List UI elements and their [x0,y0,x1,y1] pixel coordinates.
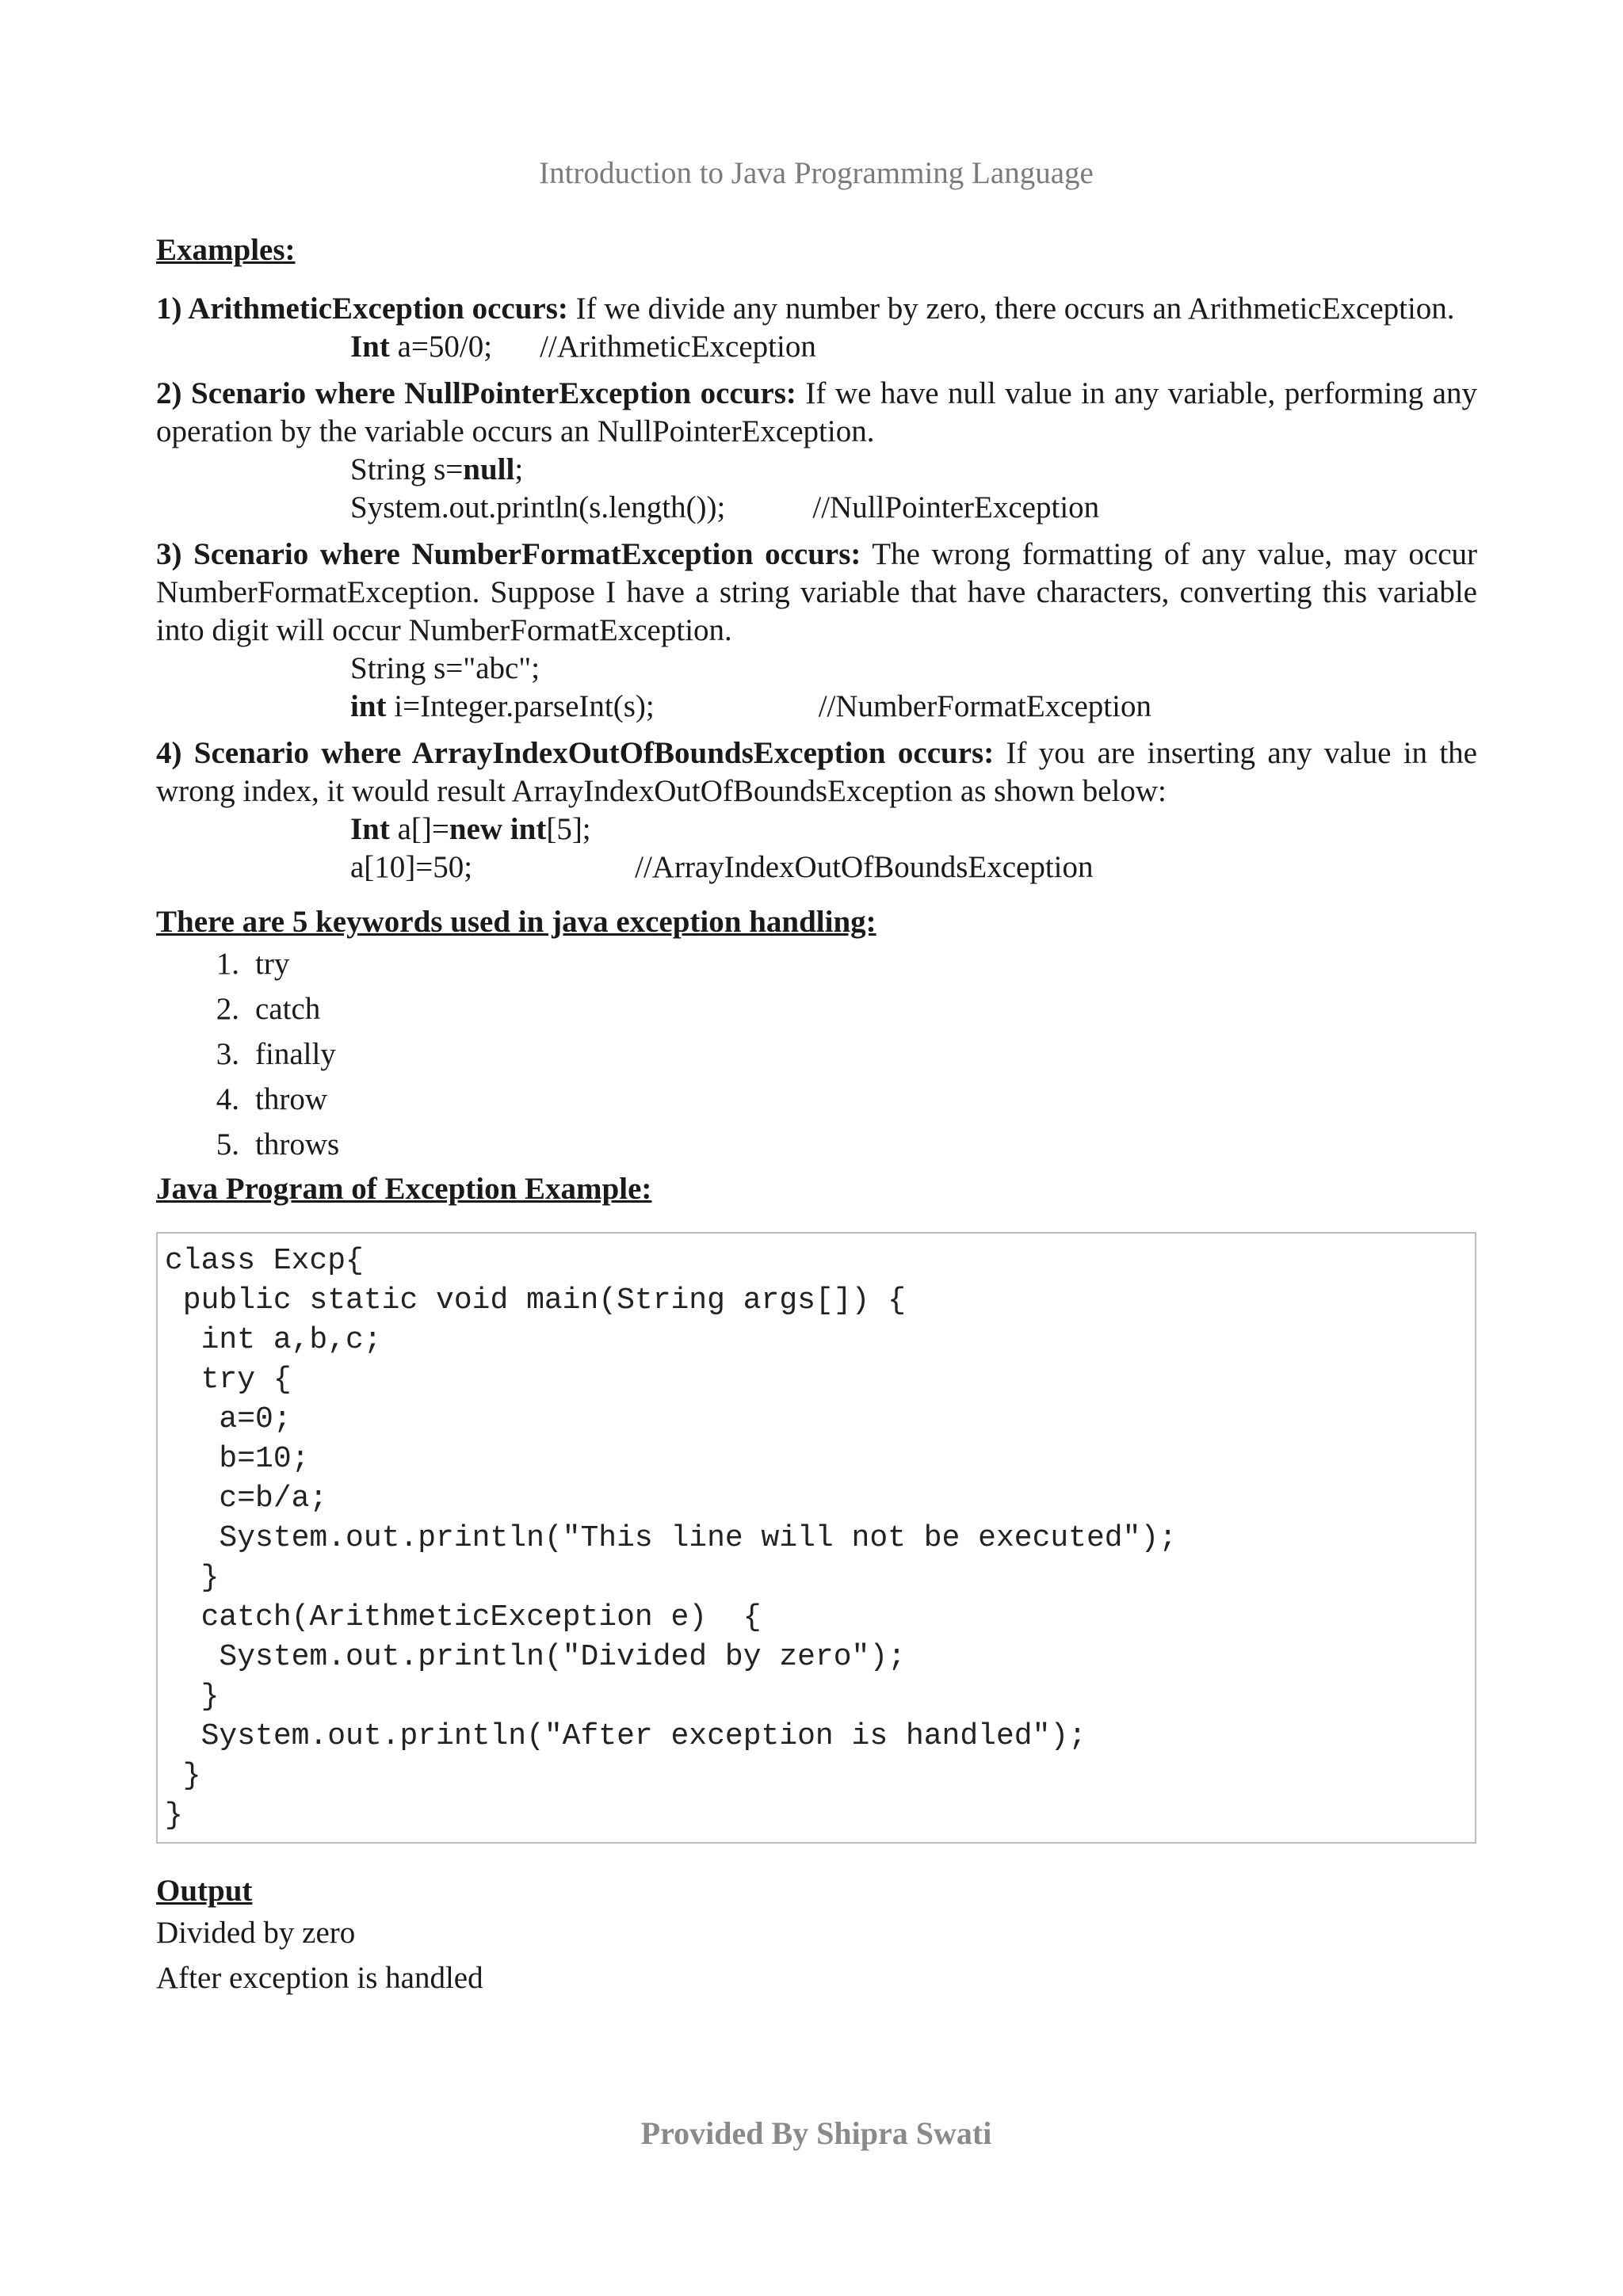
code-token: System.out.println(s.length()); [350,490,726,524]
keyword-label: try [255,947,290,981]
code-token: ; [514,452,524,486]
keyword-number: 2. [216,992,239,1026]
code-line: a=0; [165,1402,292,1436]
example-code-line [350,688,1477,726]
code-token: [5]; [546,812,591,846]
keyword-label: throws [255,1127,340,1161]
keyword-label: throw [255,1082,327,1116]
code-line: System.out.println("After exception is handled"); [165,1719,1086,1753]
document-body [156,231,1477,2000]
example-title: 1) ArithmeticException occurs: [156,292,568,326]
keyword-number: 3. [216,1037,239,1071]
example-code-line [350,650,1477,688]
keyword-item [156,1032,1477,1077]
code-line: c=b/a; [165,1482,328,1516]
examples-heading: Examples: [156,233,296,267]
code-token: Int [350,812,390,846]
output-line: Divided by zero [156,1916,356,1950]
code-comment: //ArithmeticException [540,330,816,364]
code-token: a[]= [389,812,449,846]
keyword-number: 1. [216,947,239,981]
example-paragraph [156,734,1477,810]
example-code-line [350,451,1477,489]
code-token: String s= [350,452,464,486]
code-comment: //NullPointerException [812,490,1100,524]
keywords-heading: There are 5 keywords used in java exception handling: [156,905,876,939]
keyword-item [156,1077,1477,1122]
examples-list [156,290,1477,895]
program-heading: Java Program of Exception Example: [156,1172,652,1206]
example-code-line [350,810,1477,849]
keywords-list [156,941,1477,1167]
example-text: If we have null value in any variable, performing any operation by the variable occurs an NullPointerException. [156,376,1477,448]
page-header: Introduction to Java Programming Language [539,156,1094,190]
keyword-label: finally [255,1037,336,1071]
code-line: catch(ArithmeticException e) { [165,1600,762,1634]
example-code-line [350,328,1477,366]
code-block [156,1232,1476,1844]
code-line: public static void main(String args[]) { [165,1283,906,1318]
code-token: null [463,452,515,486]
code-line: class Excp{ [165,1244,364,1278]
code-token: a[10]=50; [350,850,473,884]
example-text: If you are inserting any value in the wrong index, it would result ArrayIndexOutOfBoundsException as shown below: [156,736,1477,808]
keyword-item [156,941,1477,986]
code-token: a=50/0; [389,330,493,364]
keyword-item [156,986,1477,1032]
code-line: } [165,1680,220,1714]
example-title: 3) Scenario where NumberFormatException occurs: [156,537,861,571]
keyword-number: 5. [216,1127,239,1161]
example-title: 2) Scenario where NullPointerException occurs: [156,376,796,410]
code-line: int a,b,c; [165,1323,382,1357]
code-line: } [165,1759,201,1793]
code-token: i=Integer.parseInt(s); [386,689,655,723]
example-code-line [350,849,1477,887]
code-token: new int [449,812,547,846]
output-lines [156,1910,1477,2000]
code-comment: //NumberFormatException [818,689,1151,723]
output-heading: Output [156,1874,253,1908]
code-line: try { [165,1363,292,1397]
keyword-number: 4. [216,1082,239,1116]
keyword-item [156,1122,1477,1167]
output-line: After exception is handled [156,1961,483,1995]
code-comment: //ArrayIndexOutOfBoundsException [635,850,1094,884]
code-line: b=10; [165,1442,310,1476]
page-footer: Provided By Shipra Swati [640,2115,992,2151]
example-text: The wrong formatting of any value, may occur NumberFormatException. Suppose I have a string variable that have characters, converting this variable into digit will occur NumberFormatException. [156,537,1477,647]
example-paragraph [156,536,1477,650]
code-token: Int [350,330,390,364]
code-line: System.out.println("Divided by zero"); [165,1640,906,1674]
code-token: int [350,689,387,723]
example-title: 4) Scenario where ArrayIndexOutOfBoundsException occurs: [156,736,995,770]
example-paragraph [156,290,1477,328]
code-token: String s="abc"; [350,651,540,685]
code-line: } [165,1561,220,1595]
code-line: } [165,1798,183,1833]
example-paragraph [156,375,1477,451]
example-code-line [350,489,1477,527]
keyword-label: catch [255,992,321,1026]
code-line: System.out.println("This line will not be executed"); [165,1521,1178,1555]
example-text: If we divide any number by zero, there occurs an ArithmeticException. [567,292,1455,326]
